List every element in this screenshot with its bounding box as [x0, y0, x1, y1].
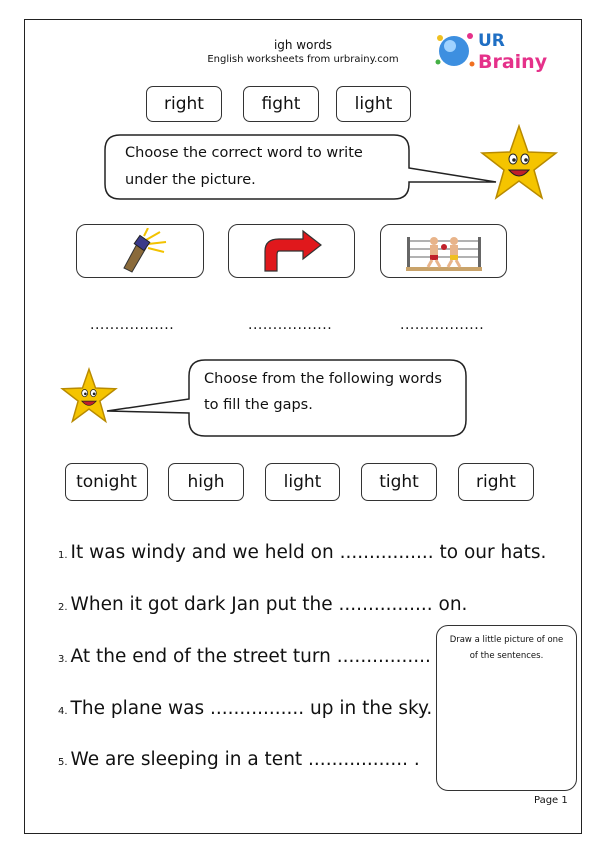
picture-box-boxing: [380, 224, 507, 278]
drawing-area[interactable]: [436, 625, 577, 791]
picture-box-torch: [76, 224, 204, 278]
worksheet-subtitle: English worksheets from urbrainy.com: [207, 54, 399, 65]
answer-blank-2[interactable]: .................: [248, 317, 333, 333]
word-bank-2-item: high: [168, 463, 244, 501]
word-bank-2-item: right: [458, 463, 534, 501]
answer-blank-3[interactable]: .................: [400, 317, 485, 333]
word-bank-1-item: fight: [243, 86, 319, 122]
sentence-number: 4.: [58, 706, 68, 717]
sentence-text: The plane was ................ up in the sky.: [70, 698, 433, 719]
sentence-5: [58, 749, 420, 770]
sentence-text: We are sleeping in a tent ................. .: [70, 749, 420, 770]
instruction-2-line-1: Choose from the following words: [204, 371, 442, 387]
sentence-3: [58, 646, 431, 667]
draw-instruction-line-2: of the sentences.: [469, 651, 544, 661]
torch-icon: [110, 228, 170, 274]
sentence-text: At the end of the street turn ................: [70, 646, 431, 667]
picture-box-arrow: [228, 224, 355, 278]
sentence-number: 3.: [58, 654, 68, 665]
word-bank-1-item: right: [146, 86, 222, 122]
answer-blank-1[interactable]: .................: [90, 317, 175, 333]
word-bank-2-item: light: [265, 463, 340, 501]
svg-text:Brainy: Brainy: [478, 51, 548, 73]
urbrainy-logo: [430, 24, 548, 78]
turn-right-arrow-icon: [257, 229, 327, 273]
sentence-4: [58, 698, 432, 719]
word-bank-2-item: tonight: [65, 463, 148, 501]
instruction-bubble-1: [104, 134, 514, 200]
sentence-number: 2.: [58, 602, 68, 613]
star-mascot-icon: [479, 124, 559, 202]
sentence-1: [58, 542, 546, 563]
instruction-1-line-1: Choose the correct word to write: [125, 145, 363, 161]
draw-instruction-line-1: Draw a little picture of one: [449, 635, 564, 645]
word-bank-2-item: tight: [361, 463, 437, 501]
boxing-fight-icon: [404, 229, 484, 273]
svg-text:UR: UR: [478, 31, 505, 51]
instruction-bubble-2: [105, 359, 470, 439]
sentence-text: It was windy and we held on ................ to our hats.: [70, 542, 547, 563]
sentence-number: 1.: [58, 550, 68, 561]
page-number: Page 1: [534, 795, 568, 806]
instruction-2-line-2: to fill the gaps.: [204, 397, 313, 413]
word-bank-1-item: light: [336, 86, 411, 122]
worksheet-title: igh words: [273, 38, 333, 52]
sentence-2: [58, 594, 467, 615]
sentence-text: When it got dark Jan put the ................ on.: [70, 594, 468, 615]
instruction-1-line-2: under the picture.: [125, 172, 256, 188]
sentence-number: 5.: [58, 757, 68, 768]
